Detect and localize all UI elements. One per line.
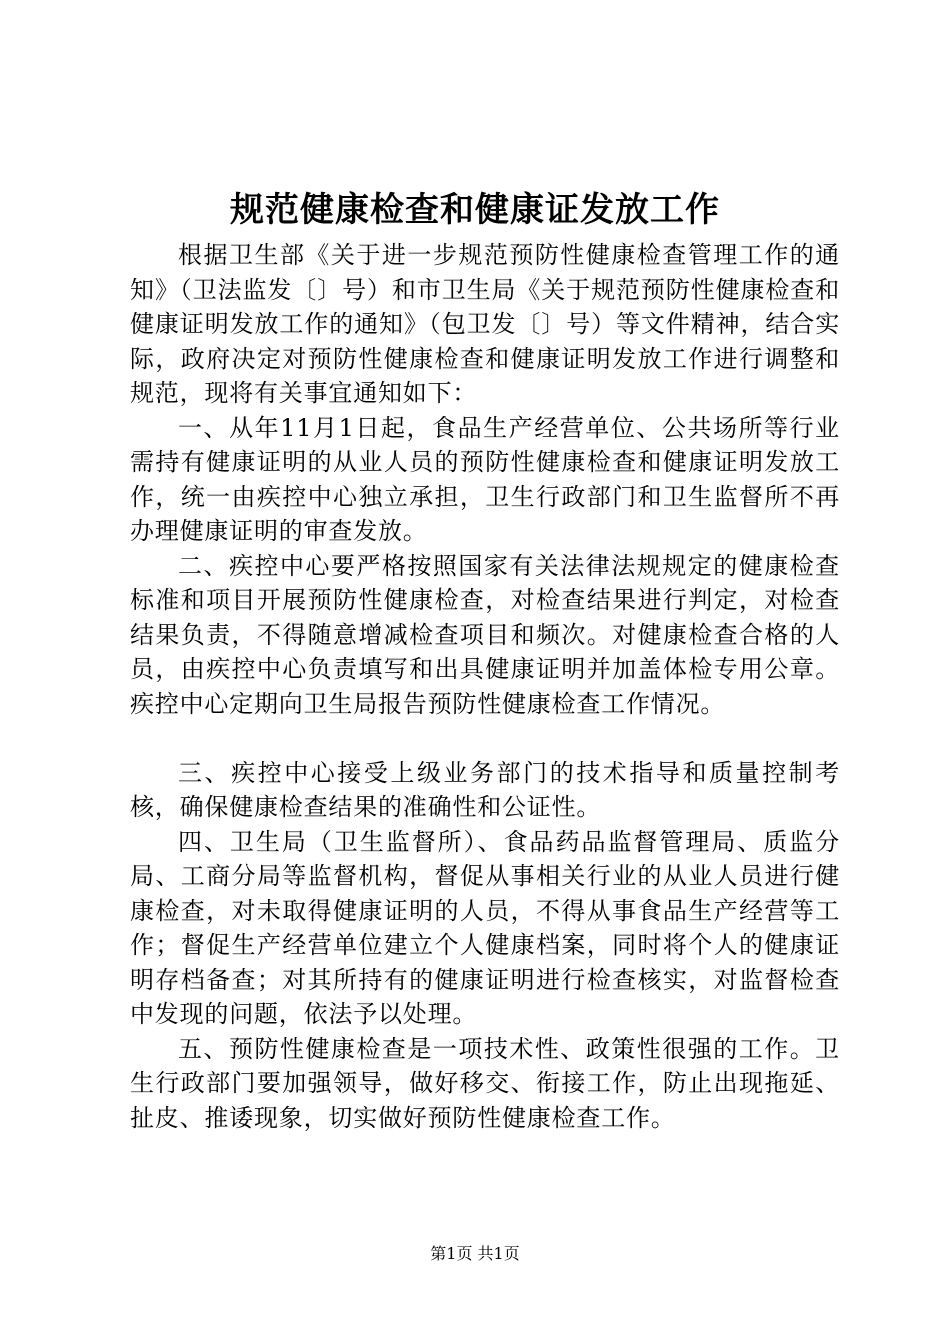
paragraph-item-4: 四、卫生局（卫生监督所）、食品药品监督管理局、质监分局、工商分局等监督机构，督促从事相关行业的从业人员进行健康检查，对未取得健康证明的人员，不得从事食品生产经营等工作；督促生产经营单位建立个人健康档案，同时将个人的健康证明存档备查；对其所持有的健康证明进行检查核实，对监督检查中发现的问题，依法予以处理。: [130, 827, 840, 1028]
paragraph-item-5: 五、预防性健康检查是一项技术性、政策性很强的工作。卫生行政部门要加强领导，做好移交、衔接工作，防止出现拖延、扯皮、推诿现象，切实做好预防性健康检查工作。: [130, 1034, 840, 1132]
paragraph-intro: 根据卫生部《关于进一步规范预防性健康检查管理工作的通知》（卫法监发〔〕号）和市卫生局《关于规范预防性健康检查和健康证明发放工作的通知》（包卫发〔〕号）等文件精神，结合实际，政府决定对预防性健康检查和健康证明发放工作进行调整和规范，现将有关事宜通知如下：: [130, 241, 840, 407]
page-footer: 第1页 共1页: [430, 1244, 520, 1263]
paragraph-item-2: 二、疾控中心要严格按照国家有关法律法规规定的健康检查标准和项目开展预防性健康检查，对检查结果进行判定，对检查结果负责，不得随意增减检查项目和频次。对健康检查合格的人员，由疾控中心负责填写和出具健康证明并加盖体检专用公章。疾控中心定期向卫生局报告预防性健康检查工作情况。: [130, 551, 840, 718]
paragraph-item-1: 一、从年11月1日起，食品生产经营单位、公共场所等行业需持有健康证明的从业人员的预防性健康检查和健康证明发放工作，统一由疾控中心独立承担，卫生行政部门和卫生监督所不再办理健康证明的审查发放。: [130, 413, 840, 545]
paragraph-item-3: 三、疾控中心接受上级业务部门的技术指导和质量控制考核，确保健康检查结果的准确性和公证性。: [130, 758, 840, 821]
document-body: [130, 238, 840, 1135]
paragraph-spacer: [130, 721, 840, 756]
document-title: 规范健康检查和健康证发放工作: [230, 190, 720, 230]
